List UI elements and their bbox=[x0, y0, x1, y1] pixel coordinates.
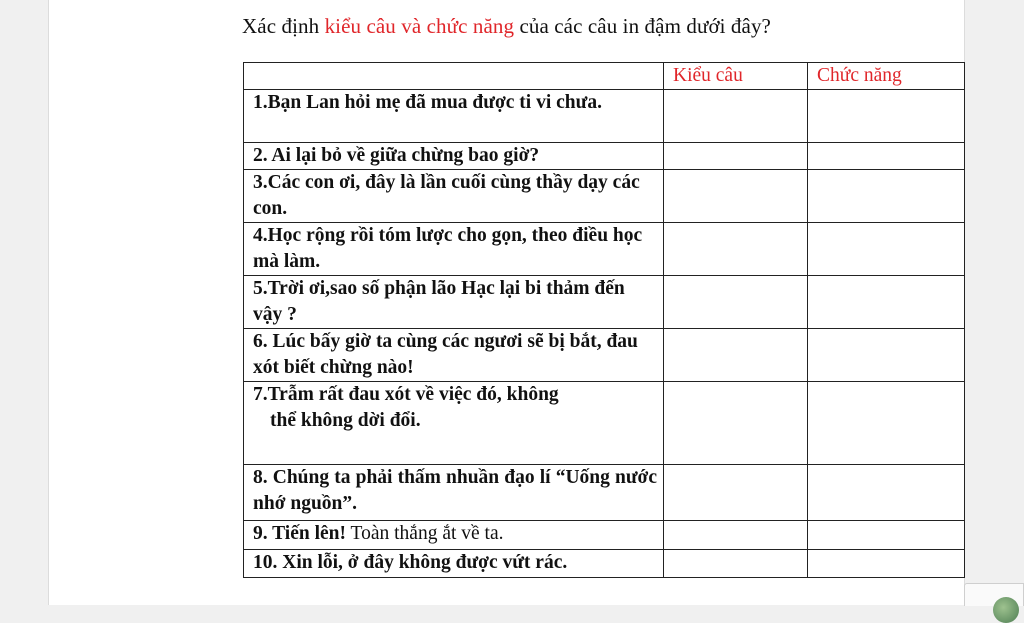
question-normal-part: Toàn thắng ắt về ta. bbox=[346, 523, 504, 544]
header-function bbox=[808, 63, 965, 90]
table-row bbox=[244, 465, 965, 521]
table-row bbox=[244, 382, 965, 465]
question-line: thể không dời đổi. bbox=[270, 410, 421, 431]
table-row bbox=[244, 170, 965, 223]
question-cell: 6. Lúc bấy giờ ta cùng các ngươi sẽ bị bắt, đau xót biết chừng nào! bbox=[244, 329, 664, 382]
page-title bbox=[49, 14, 964, 39]
floating-widget-button[interactable] bbox=[964, 583, 1024, 606]
answer-type-cell[interactable] bbox=[664, 223, 808, 276]
answer-function-cell[interactable] bbox=[808, 223, 965, 276]
table-row bbox=[244, 521, 965, 550]
question-cell: 5.Trời ơi,sao số phận lão Hạc lại bi thảm đến vậy ? bbox=[244, 276, 664, 329]
table-header-row bbox=[244, 63, 965, 90]
answer-type-cell[interactable] bbox=[664, 143, 808, 170]
question-cell bbox=[244, 382, 664, 465]
answer-function-cell[interactable] bbox=[808, 465, 965, 521]
title-highlight: kiểu câu và chức năng bbox=[324, 14, 515, 38]
question-line: 7.Trẫm rất đau xót về việc đó, không bbox=[253, 384, 559, 405]
table-row bbox=[244, 143, 965, 170]
header-type bbox=[664, 63, 808, 90]
answer-type-cell[interactable] bbox=[664, 329, 808, 382]
table-row bbox=[244, 329, 965, 382]
answer-function-cell[interactable] bbox=[808, 550, 965, 578]
question-cell: 2. Ai lại bỏ về giữa chừng bao giờ? bbox=[244, 143, 664, 170]
answer-type-cell[interactable] bbox=[664, 465, 808, 521]
question-table bbox=[243, 62, 965, 578]
header-question bbox=[244, 63, 664, 90]
question-cell: 10. Xin lỗi, ở đây không được vứt rác. bbox=[244, 550, 664, 578]
header-function-label: Chức năng bbox=[817, 65, 902, 86]
answer-type-cell[interactable] bbox=[664, 170, 808, 223]
document-page bbox=[48, 0, 965, 605]
table-row bbox=[244, 550, 965, 578]
table-row bbox=[244, 90, 965, 143]
title-suffix: của các câu in đậm dưới đây? bbox=[514, 14, 771, 38]
question-cell: 3.Các con ơi, đây là lần cuối cùng thầy dạy các con. bbox=[244, 170, 664, 223]
answer-function-cell[interactable] bbox=[808, 382, 965, 465]
answer-function-cell[interactable] bbox=[808, 90, 965, 143]
question-cell: 4.Học rộng rồi tóm lược cho gọn, theo điều học mà làm. bbox=[244, 223, 664, 276]
answer-function-cell[interactable] bbox=[808, 276, 965, 329]
answer-type-cell[interactable] bbox=[664, 521, 808, 550]
answer-function-cell[interactable] bbox=[808, 521, 965, 550]
answer-type-cell[interactable] bbox=[664, 276, 808, 329]
question-cell: 8. Chúng ta phải thấm nhuần đạo lí “Uống nước nhớ nguồn”. bbox=[244, 465, 664, 521]
answer-function-cell[interactable] bbox=[808, 170, 965, 223]
question-bold-part: 9. Tiến lên! bbox=[253, 523, 347, 544]
question-cell bbox=[244, 521, 664, 550]
answer-type-cell[interactable] bbox=[664, 382, 808, 465]
answer-function-cell[interactable] bbox=[808, 143, 965, 170]
answer-type-cell[interactable] bbox=[664, 90, 808, 143]
title-prefix: Xác định bbox=[242, 14, 325, 38]
header-type-label: Kiểu câu bbox=[673, 65, 743, 86]
table-row bbox=[244, 223, 965, 276]
question-cell: 1.Bạn Lan hỏi mẹ đã mua được ti vi chưa. bbox=[244, 90, 664, 143]
answer-function-cell[interactable] bbox=[808, 329, 965, 382]
globe-icon bbox=[993, 597, 1019, 623]
table-row bbox=[244, 276, 965, 329]
answer-type-cell[interactable] bbox=[664, 550, 808, 578]
